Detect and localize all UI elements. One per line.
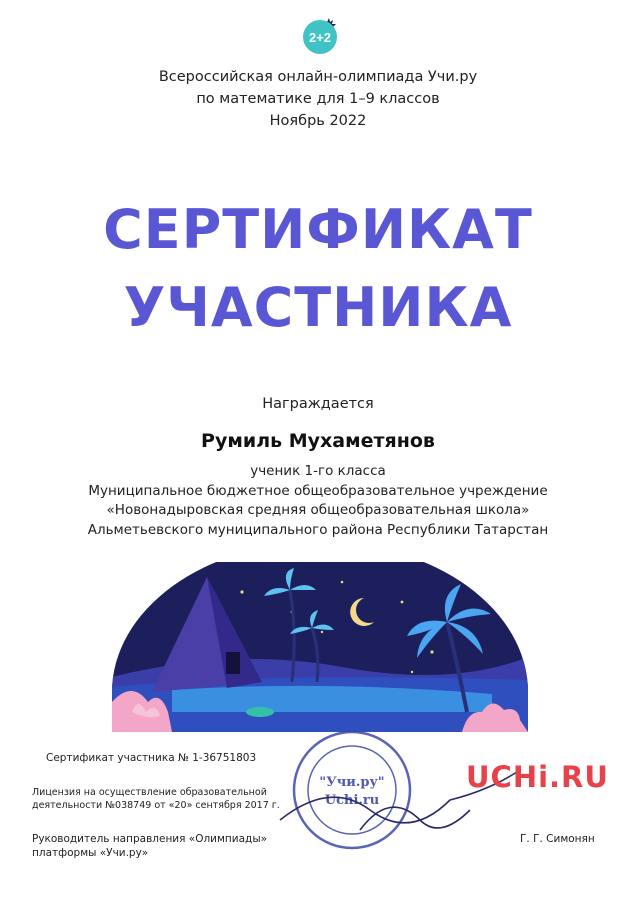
- uchi-logo-icon: [300, 16, 340, 56]
- header-date: Ноябрь 2022: [269, 113, 367, 129]
- certificate-number: Сертификат участника № 1-36751803: [46, 752, 257, 764]
- uchi-ru-brand-logo: UCHi.RU: [466, 760, 609, 794]
- school-line-3: Альметьевского муниципального района Республики Татарстан: [87, 521, 549, 538]
- license-line-2: деятельности №038749 от «20» сентября 2017 г.: [32, 800, 280, 811]
- night-pyramid-illustration: [112, 562, 528, 732]
- svg-text:"Учи.ру": "Учи.ру": [319, 775, 385, 790]
- certificate-subtitle: УЧАСТНИКА: [123, 276, 513, 339]
- header-line-2: по математике для 1–9 классов: [196, 91, 440, 107]
- license-text: [32, 786, 292, 812]
- director-title: [32, 832, 292, 860]
- recipient-grade: ученик 1-го класса: [250, 463, 386, 479]
- school-line-1: Муниципальное бюджетное общеобразовательное учреждение: [88, 482, 548, 499]
- license-line-1: Лицензия на осуществление образовательной: [32, 787, 267, 798]
- school-line-2: «Новонадыровская средняя общеобразовательная школа»: [106, 502, 530, 518]
- certificate-title: СЕРТИФИКАТ: [103, 198, 533, 261]
- svg-text:Uchi.ru: Uchi.ru: [324, 793, 380, 808]
- olympiad-header: [0, 66, 636, 132]
- director-line-2: платформы «Учи.ру»: [32, 847, 149, 859]
- awarded-label: Награждается: [262, 396, 374, 412]
- logo-text: 2+2: [308, 30, 332, 45]
- signer-name: Г. Г. Симонян: [520, 833, 595, 845]
- recipient-details: [0, 462, 636, 540]
- header-line-1: Всероссийская онлайн-олимпиада Учи.ру: [158, 69, 478, 85]
- director-line-1: Руководитель направления «Олимпиады»: [32, 833, 268, 845]
- recipient-name: Румиль Мухаметянов: [201, 430, 435, 452]
- lily-pad-icon: [246, 707, 274, 717]
